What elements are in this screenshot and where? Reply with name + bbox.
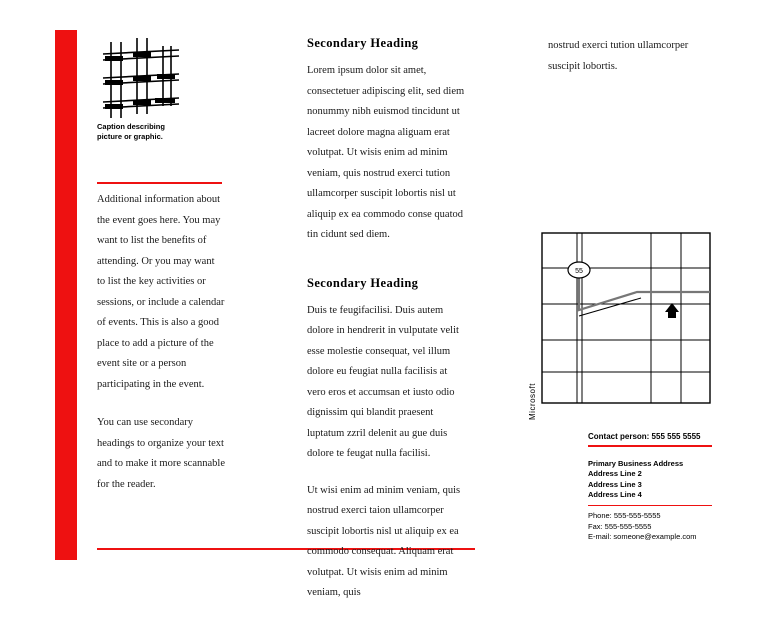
right-continued-text: nostrud exerci tution ullamcorper suscipit lobortis.: [548, 40, 689, 72]
left-paragraph-1: Additional information about the event goes here. You may want to list the benefits of attending. Or you may want to list the key activities or sessions, or include a calendar of events. This is also a good place to add a picture of the event site or a person participating in the event.: [97, 194, 225, 390]
contact-person: Contact person: 555 555 5555: [588, 432, 701, 441]
vertical-title-bar: [55, 30, 98, 560]
contact-block: [588, 432, 712, 543]
address-line-2: Address Line 2: [588, 469, 642, 478]
middle-paragraph-2: Duis te feugifacilisi. Duis autem dolore in hendrerit in vulputate velit esse molestie consequat, vel illum dolore eu feugiat nulla facilisis at vero eros et accumsan et iusto odio dignissim qui blandit praesent luptatum zzril delenit au gue duis dolore te feugat nulla facilisi.: [307, 304, 459, 459]
email-line[interactable]: E-mail: someone@example.com: [588, 532, 697, 541]
address-line-4: Address Line 4: [588, 490, 642, 499]
address-line-1: Primary Business Address: [588, 458, 684, 468]
middle-paragraph-1: Lorem ipsum dolor sit amet, consectetuer adipiscing elit, sed diem nonummy nibh euismod tincidunt ut lacreet dolore magna aliguam erat volutpat. Ut wisis enim ad minim veniam, quis nostrud exerci tution ullamcorper suscipit lobortis nisl ut aliquip ex ea commodo conse quatod tin cidunt sed diem.: [307, 65, 465, 240]
building-scaffold-graphic: [97, 36, 183, 122]
page-title: Main Inside Heading: [80, 119, 98, 310]
picture-caption: Caption describing picture or graphic.: [97, 122, 165, 141]
address-line-3: Address Line 3: [588, 479, 642, 489]
middle-paragraph-3: Ut wisi enim ad minim veniam, quis nostrud exerci taion ullamcorper suscipit lobortis nisl ut aliquip ex ea commodo consequat. Aliquam erat volutpat. Ut wisis enim ad minim veniam, quis: [307, 484, 461, 598]
secondary-heading-1: Secondary Heading: [307, 36, 419, 50]
left-column-text: [97, 190, 225, 513]
svg-text:55: 55: [575, 268, 583, 275]
right-column: [548, 36, 708, 77]
phone-line: Phone: 555-555-5555: [588, 511, 661, 520]
secondary-heading-2: Secondary Heading: [307, 275, 419, 290]
contact-details: [588, 511, 712, 543]
divider-left: [97, 182, 222, 184]
left-paragraph-2: You can use secondary headings to organize your text and to make it more scannable for the reader.: [97, 417, 225, 490]
spacer: [307, 262, 467, 276]
street-map-graphic: [541, 232, 711, 404]
divider-contact-bottom: [588, 505, 712, 507]
address-block: [588, 459, 712, 501]
middle-column: [307, 36, 467, 620]
divider-contact-top: [588, 445, 712, 447]
fax-line: Fax: 555-555-5555: [588, 521, 652, 531]
organization-label: Microsoft: [528, 383, 537, 420]
